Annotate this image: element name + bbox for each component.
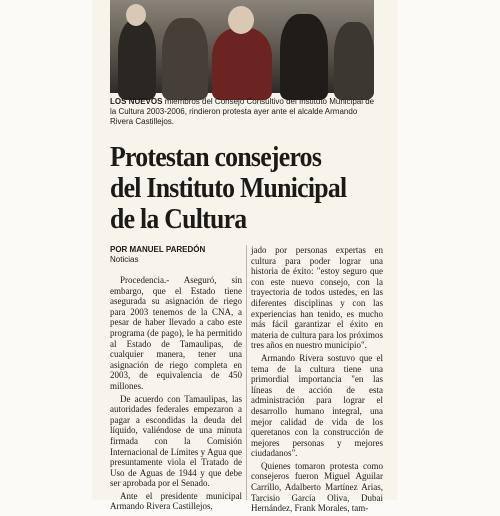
headline-line: de la Cultura bbox=[110, 204, 247, 235]
article-paragraph: Ante el presidente municipal Armando Rivera Castillejos, bbox=[110, 490, 242, 512]
byline-section: Noticias bbox=[110, 255, 139, 264]
article-column-2 bbox=[251, 245, 383, 516]
caption-lead: LOS NUEVOS bbox=[110, 97, 163, 106]
article-paragraph: Armando Rivera sostuvo que el tema de la cultura tiene una primordial importancia "en las líneas de acción de esta administración para lograr el desarrollo humano integral, una mejor calidad de vida de los queretanos con la construcción de mejores personas y mejores ciudadanos". bbox=[251, 352, 383, 459]
byline bbox=[110, 245, 205, 265]
newspaper-clipping bbox=[92, 0, 397, 514]
photo-person bbox=[162, 18, 208, 100]
headline bbox=[110, 142, 368, 235]
article-paragraph: jado por personas expertas en cultura para poder lograr una historia de éxito: "estoy seguro que con este nuevo consejo, con la trayectoria de todos ustedes, en las diferentes disciplinas y con las experiencias han tenido, es mucho más fácil garantizar el éxito en materia de cultura para los próximos tres años en nuestro municipio". bbox=[251, 245, 383, 351]
article-column-1 bbox=[110, 275, 242, 514]
photo-person bbox=[280, 14, 328, 100]
photo-person bbox=[118, 20, 156, 100]
byline-author: POR MANUEL PAREDÓN bbox=[110, 245, 206, 254]
photo-person bbox=[212, 28, 272, 100]
headline-line: del Instituto Municipal bbox=[110, 173, 347, 204]
column-divider bbox=[246, 245, 247, 500]
article-paragraph: De acuerdo con Tamaulipas, las autoridades federales empezaron a pagar a escondidas la deuda del líquido, valiéndose de una minuta firmada con la Comisión Internacional de Límites y Agua que presuntamente viola el Tratado de Uso de Aguas de 1944 y que debe ser aprobada por el Senado. bbox=[110, 393, 242, 489]
article-paragraph: Quienes tomaron protesta como consejeros fueron Miguel Aguilar Carrillo, Adalberto Martínez Arias, Tarcisio García Oliva, Dubai Hernández, Frank Morales, tam- bbox=[251, 460, 383, 514]
headline-line: Protestan consejeros bbox=[110, 142, 322, 173]
caption-text: miembros del Consejo Consultivo del Instituto Municipal de la Cultura 2003-2006, rindieron protesta ayer ante el alcalde Armando Rivera Castillejos. bbox=[110, 97, 375, 126]
article-paragraph: Procedencia.- Aseguró, sin embargo, que el Estado tiene asegurada su asignación de riego para 2003 tenemos de la CNA, a pesar de haber llevado a cabo este programa (de pago), le ha permitido al Estado de Tamaulipas, de cualquier manera, tener una asignación de riego completa en 2003, de equivalencia de 450 millones. bbox=[110, 275, 242, 391]
news-photo bbox=[110, 0, 374, 93]
photo-person-head bbox=[126, 4, 146, 26]
photo-caption bbox=[110, 97, 378, 127]
photo-person-head bbox=[228, 6, 254, 34]
photo-person bbox=[334, 22, 374, 100]
